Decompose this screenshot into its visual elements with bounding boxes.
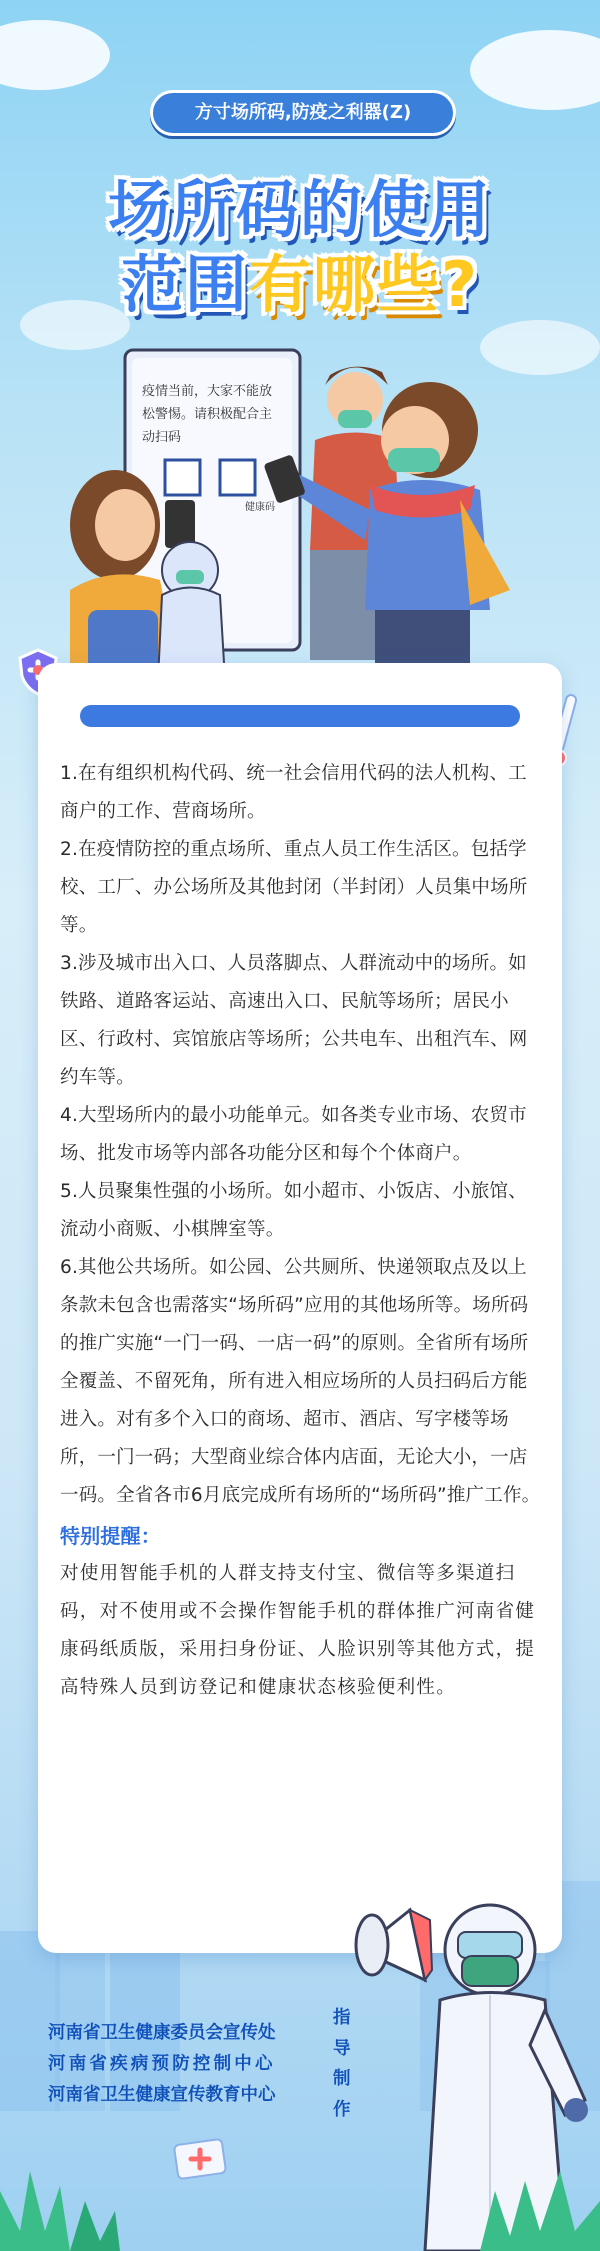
list-item: 1.在有组织机构代码、统一社会信用代码的法人机构、工商户的工作、营商场所。 bbox=[60, 763, 527, 822]
role-label: 制作 bbox=[333, 2069, 351, 2120]
cloud-decoration bbox=[0, 20, 110, 90]
cloud-decoration bbox=[470, 30, 600, 110]
scanning-scene-illustration bbox=[70, 340, 530, 680]
list-item: 5.人员聚集性强的小场所。如小超市、小饭店、小旅馆、流动小商贩、小棋牌室等。 bbox=[60, 1181, 527, 1240]
title-highlight: 有哪些 bbox=[249, 248, 442, 321]
grass-decoration bbox=[0, 2131, 600, 2251]
list-item: 2.在疫情防控的重点场所、重点人员工作生活区。包括学校、工厂、办公场所及其他封闭（半封闭）人员集中场所等。 bbox=[60, 839, 528, 936]
poster-text-line3: 动扫码 bbox=[142, 430, 182, 445]
content-body bbox=[60, 755, 542, 1707]
role-label: 指导 bbox=[333, 2007, 351, 2059]
page-title-line2 bbox=[0, 235, 600, 324]
poster-text-line2: 松警惕。请积极配合主 bbox=[142, 407, 273, 422]
footer-row bbox=[48, 2007, 351, 2059]
footer-credits bbox=[48, 2007, 351, 2120]
subtitle-badge: 方寸场所码,防疫之利器(Z) bbox=[150, 90, 456, 136]
list-item: 6.其他公共场所。如公园、公共厕所、快递领取点及以上条款未包含也需落实“场所码”应用的其他场所等。场所码的推广实施“一门一码、一店一码”的原则。全省所有场所全覆盖、不留死角，所有进入相应场所的人员扫码后方能进入。对有多个入口的商场、超市、酒店、写字楼等场所，一门一码；大型商业综合体内店面，无论大小，一店一码。全省各市6月底完成所有场所的“场所码”推广工作。 bbox=[60, 1257, 541, 1506]
list-item: 4.大型场所内的最小功能单元。如各类专业市场、农贸市场、批发市场等内部各功能分区和每个个体商户。 bbox=[60, 1105, 527, 1164]
reminder-title: 特别提醒： bbox=[60, 1524, 161, 1548]
content-card bbox=[38, 663, 562, 1953]
question-mark-icon: ? bbox=[441, 248, 479, 321]
list-item: 3.涉及城市出入口、人员落脚点、人群流动中的场所。如铁路、道路客运站、高速出入口、民航等场所；居民小区、行政村、宾馆旅店等场所；公共电车、出租汽车、网约车等。 bbox=[60, 953, 528, 1088]
title-segment: 范围 bbox=[121, 248, 250, 321]
org-name: 河南省卫生健康委员会宣传处 bbox=[48, 2023, 276, 2043]
org-name: 河南省卫生健康宣传教育中心 bbox=[48, 2085, 276, 2105]
poster-text-line1: 疫情当前，大家不能放 bbox=[142, 384, 273, 399]
footer-row bbox=[48, 2080, 276, 2111]
poster-health-code-label: 健康码 bbox=[245, 502, 275, 513]
page-title-line1: 场所码的使用 bbox=[107, 173, 492, 246]
reminder-text: 对使用智能手机的人群支持支付宝、微信等多渠道扫码，对不使用或不会操作智能手机的群体推广河南省健康码纸质版，采用扫身份证、人脸识别等其他方式，提高特殊人员到访登记和健康状态核验便利性。 bbox=[60, 1563, 536, 1698]
org-name: 河南省疾病预防控制中心 bbox=[48, 2054, 276, 2074]
card-header-bar bbox=[80, 705, 520, 727]
